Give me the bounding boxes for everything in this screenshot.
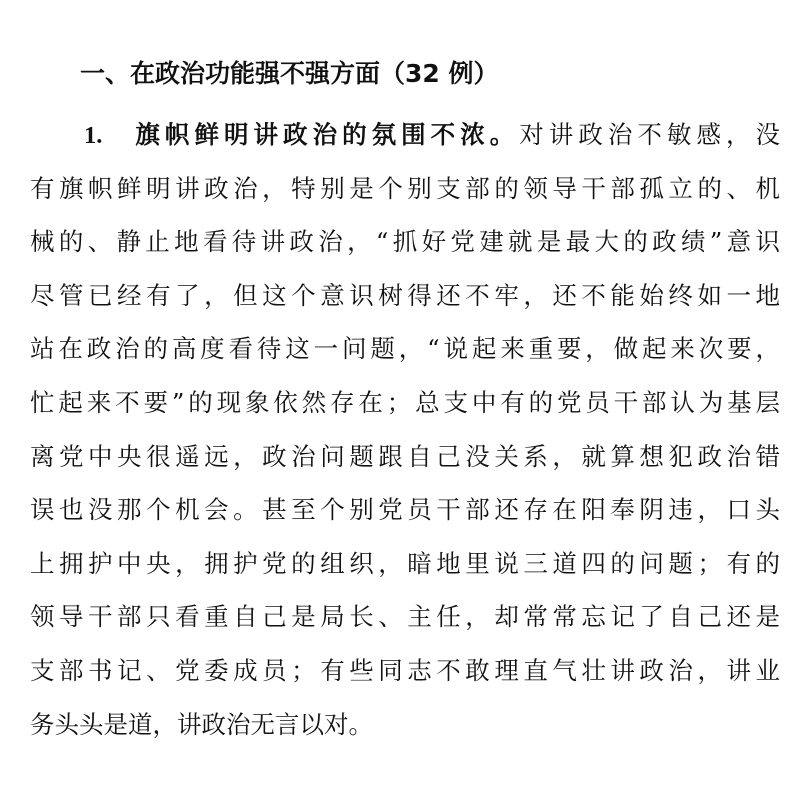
item-first-line [30,108,780,162]
body-line: 离党中央很遥远，政治问题跟自己没关系，就算想犯政治错 [30,441,780,471]
body-line: 尽管已经有了，但这个意识树得还不牢，还不能始终如一地 [30,280,780,310]
body-line: 有旗帜鲜明讲政治，特别是个别支部的领导干部孤立的、机 [30,173,780,203]
item-body [30,108,780,751]
item-number: 1. [84,122,103,149]
body-line: 械的、静止地看待讲政治，“抓好党建就是最大的政绩”意识 [30,227,780,257]
body-line: 误也没那个机会。甚至个别党员干部还存在阳奉阴违，口头 [30,495,780,525]
body-line: 对讲政治不敏感，没 [519,120,781,149]
body-line: 忙起来不要”的现象依然存在；总支中有的党员干部认为基层 [30,387,780,417]
section-heading: 一、在政治功能强不强方面（32 例） [80,59,499,88]
body-line: 站在政治的高度看待这一问题，“说起来重要，做起来次要， [30,334,780,364]
body-line: 支部书记、党委成员；有些同志不敢理直气壮讲政治，讲业 [30,655,780,685]
body-line: 领导干部只看重自己是局长、主任，却常常忘记了自己还是 [30,602,780,632]
body-line: 务头头是道，讲政治无言以对。 [30,709,373,739]
body-line: 上拥护中央，拥护党的组织，暗地里说三道四的问题；有的 [30,548,780,578]
item-title: 旗帜鲜明讲政治的氛围不浓。 [130,120,520,149]
